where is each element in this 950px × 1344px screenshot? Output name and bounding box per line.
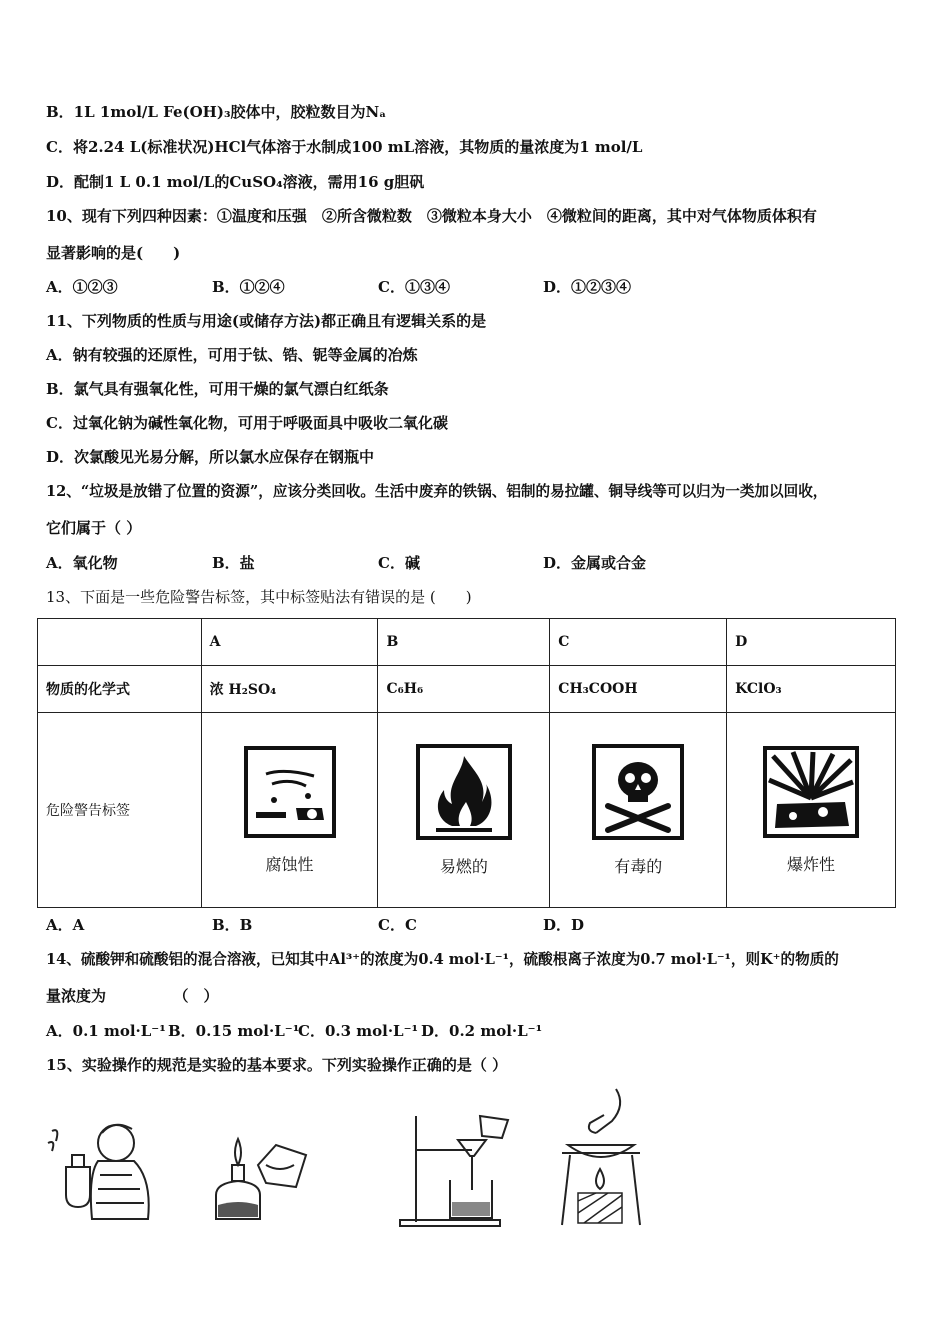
- caption-explosive: 爆炸性: [787, 854, 836, 874]
- table-row-formula: [38, 666, 896, 713]
- table-corner-cell: [38, 619, 202, 666]
- formula-c: CH₃COOH: [550, 666, 727, 713]
- q10-stem-line1: 10、现有下列四种因素：①温度和压强 ②所含微粒数 ③微粒本身大小 ④微粒间的距离，其中对气体物质体积有: [46, 207, 817, 225]
- corrosive-icon: [244, 746, 336, 838]
- q11-option-a: A．钠有较强的还原性，可用于钛、锆、铌等金属的冶炼: [46, 346, 418, 364]
- hazard-cell-d: [727, 713, 896, 908]
- row-label-hazard: 危险警告标签: [38, 713, 202, 908]
- q14-option-a: A．0.1 mol·L⁻¹: [46, 1022, 166, 1040]
- q13-option-d: D．D: [543, 916, 585, 934]
- q13-option-c: C．C: [378, 916, 417, 934]
- formula-a: 浓 H₂SO₄: [201, 666, 378, 713]
- q11-option-b: B．氯气具有强氧化性，可用干燥的氯气漂白红纸条: [46, 380, 389, 398]
- q10-option-b: B．①②④: [212, 278, 285, 296]
- q12-option-a: A．氧化物: [46, 554, 118, 572]
- explosive-icon: [763, 746, 859, 838]
- column-header-d: D: [727, 619, 896, 666]
- q11-stem: 11、下列物质的性质与用途(或储存方法)都正确且有逻辑关系的是: [46, 312, 487, 330]
- q15-stem: 15、实验操作的规范是实验的基本要求。下列实验操作正确的是（ ）: [46, 1056, 508, 1074]
- q13-option-b: B．B: [212, 916, 253, 934]
- toxic-icon: [592, 744, 684, 840]
- table-header-row: [38, 619, 896, 666]
- q12-option-c: C．碱: [378, 554, 420, 572]
- q14-stem-line2: 量浓度为 （ ）: [46, 987, 219, 1005]
- q14-option-c: C．0.3 mol·L⁻¹: [298, 1022, 419, 1040]
- caption-corrosive: 腐蚀性: [265, 854, 314, 874]
- q12-stem-line1: 12、“垃圾是放错了位置的资源”，应该分类回收。生活中废弃的铁锅、铝制的易拉罐、铜导线等可以归为一类加以回收，: [46, 483, 828, 500]
- caption-toxic: 有毒的: [614, 856, 663, 876]
- q10-option-a: A．①②③: [46, 278, 118, 296]
- q10-option-c: C．①③④: [378, 278, 450, 296]
- q12-option-d: D．金属或合金: [543, 554, 647, 572]
- filtration-figure: [388, 1110, 518, 1230]
- q12-stem-line2: 它们属于（ ）: [46, 519, 142, 537]
- q13-stem: 13、下面是一些危险警告标签，其中标签贴法有错误的是 ( ): [46, 588, 472, 606]
- q13-option-a: A．A: [46, 916, 85, 934]
- row-label-formula: 物质的化学式: [38, 666, 202, 713]
- q12-option-b: B．盐: [212, 554, 255, 572]
- hazard-label-table: [37, 618, 896, 908]
- q9-option-c: C．将2.24 L(标准状况)HCl气体溶于水制成100 mL溶液，其物质的量浓度为1 mol/L: [46, 138, 643, 156]
- q14-option-b: B．0.15 mol·L⁻¹: [168, 1022, 300, 1040]
- q14-stem-line1: 14、硫酸钾和硫酸铝的混合溶液，已知其中Al³⁺的浓度为0.4 mol·L⁻¹，硫酸根离子浓度为0.7 mol·L⁻¹，则K⁺的物质的: [46, 951, 839, 968]
- hazard-cell-c: [550, 713, 727, 908]
- column-header-a: A: [201, 619, 378, 666]
- caption-flammable: 易燃的: [439, 856, 488, 876]
- q11-option-d: D．次氯酸见光易分解，所以氯水应保存在钢瓶中: [46, 448, 375, 466]
- q10-stem-line2: 显著影响的是( ): [46, 244, 181, 262]
- hazard-cell-a: [201, 713, 378, 908]
- q9-option-b: B．1L 1mol/L Fe(OH)₃胶体中，胶粒数目为Nₐ: [46, 103, 387, 121]
- alcohol-lamp-figure: [206, 1125, 326, 1225]
- column-header-b: B: [378, 619, 550, 666]
- evaporation-figure: [556, 1085, 646, 1230]
- q9-option-d: D．配制1 L 0.1 mol/L的CuSO₄溶液，需用16 g胆矾: [46, 173, 425, 191]
- q11-option-c: C．过氧化钠为碱性氧化物，可用于呼吸面具中吸收二氧化碳: [46, 414, 448, 432]
- table-row-labels: [38, 713, 896, 908]
- formula-b: C₆H₆: [378, 666, 550, 713]
- formula-d: KClO₃: [727, 666, 896, 713]
- q10-option-d: D．①②③④: [543, 278, 632, 296]
- smelling-gas-figure: [44, 1115, 154, 1225]
- column-header-c: C: [550, 619, 727, 666]
- flammable-icon: [416, 744, 512, 840]
- q14-option-d: D．0.2 mol·L⁻¹: [421, 1022, 543, 1040]
- hazard-cell-b: [378, 713, 550, 908]
